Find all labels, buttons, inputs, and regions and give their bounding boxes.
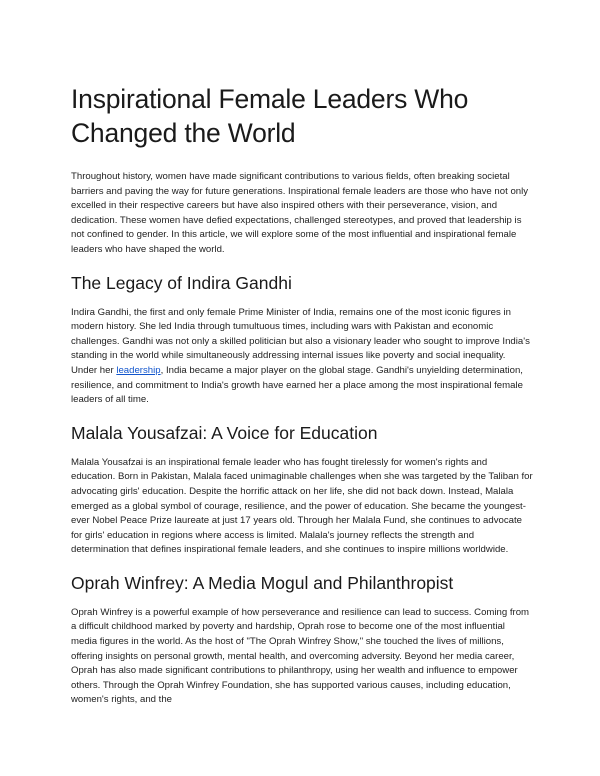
paragraph-text: , India became a major player on the global stage. Gandhi's unyielding determination, resilience, and commitment to India's growth have earned her a place among the most inspirational female leaders of all time.	[71, 364, 523, 406]
leadership-link[interactable]: leadership	[116, 364, 161, 376]
section-paragraph-indira-gandhi	[71, 306, 533, 408]
section-heading-indira-gandhi: The Legacy of Indira Gandhi	[71, 272, 292, 293]
intro-paragraph: Throughout history, women have made significant contributions to various fields, often breaking societal barriers and paving the way for future generations. Inspirational female leaders are those who have not only excelled in their respective careers but have also inspired others with their perseverance, vision, and dedication. These women have defied expectations, challenged stereotypes, and proved that leadership is not confined to gender. In this article, we will explore some of the most influential and inspirational female leaders who have shaped the world.	[71, 171, 529, 255]
section-paragraph-oprah-winfrey: Oprah Winfrey is a powerful example of how perseverance and resilience can lead to success. Coming from a difficult childhood marked by poverty and hardship, Oprah rose to become one of the most influential media figures in the world. As the host of "The Oprah Winfrey Show," she touched the lives of millions, offering insights on personal growth, mental health, and overcoming adversity. Beyond her media career, Oprah has also made significant contributions to philanthropy, using her wealth and influence to empower others. Through the Oprah Winfrey Foundation, she has supported various causes, including education, women's rights, and the	[71, 606, 530, 706]
section-heading-oprah-winfrey: Oprah Winfrey: A Media Mogul and Philanthropist	[71, 572, 454, 593]
document-title: Inspirational Female Leaders Who Changed the World	[71, 84, 469, 148]
section-heading-malala-yousafzai: Malala Yousafzai: A Voice for Education	[71, 422, 378, 443]
paragraph-text: Indira Gandhi, the first and only female Prime Minister of India, remains one of the most iconic figures in modern history. She led India through tumultuous times, including wars with Pakistan and economic challenges. Gandhi was not only a skilled politician but also a visionary leader who sought to improve India's standing in the world while simultaneously addressing internal issues like poverty and social inequality. Under her	[71, 306, 530, 376]
section-paragraph-malala-yousafzai: Malala Yousafzai is an inspirational female leader who has fought tirelessly for women's rights and education. Born in Pakistan, Malala faced unimaginable challenges when she was targeted by the Taliban for advocating girls' education. Despite the horrific attack on her life, she did not back down. Instead, Malala emerged as a global symbol of courage, resilience, and the power of education. She became the youngest-ever Nobel Peace Prize laureate at just 17 years old. Through her Malala Fund, she continues to advocate for girls' education in regions where access is limited. Malala's journey reflects the strength and determination that defines inspirational female leaders, and she continues to inspire millions worldwide.	[71, 456, 533, 556]
document-page	[71, 82, 533, 722]
